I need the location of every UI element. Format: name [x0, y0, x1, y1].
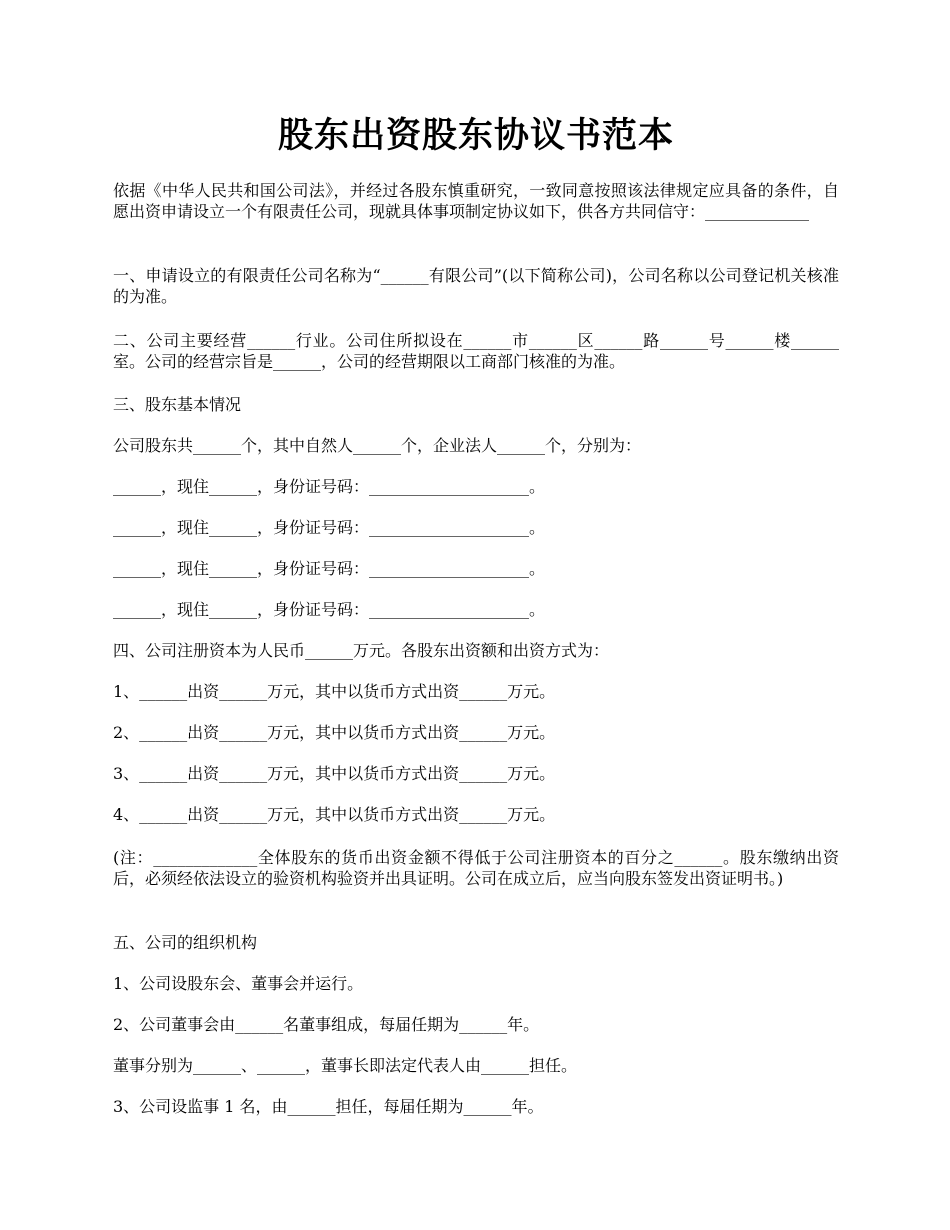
shareholder-count: 公司股东共______个，其中自然人______个，企业法人______个，分别为： [113, 436, 642, 455]
clause-1-company-name: 一、申请设立的有限责任公司名称为“______有限公司”(以下简称公司)，公司名称以公司登记机关核准的为准。 [113, 266, 839, 306]
clause-3-heading: 三、股东基本情况 [113, 395, 242, 414]
document-title: 股东出资股东协议书范本 [277, 115, 674, 156]
intro-paragraph: 依据《中华人民共和国公司法》，并经过各股东慎重研究，一致同意按照该法律规定应具备的条件，自愿出资申请设立一个有限责任公司，现就具体事项制定协议如下，供各方共同信守：_____________ [113, 181, 839, 221]
organization-item: 1、公司设股东会、董事会并运行。 [113, 974, 364, 993]
clause-4-capital: 四、公司注册资本为人民币______万元。各股东出资额和出资方式为： [113, 641, 610, 660]
shareholder-row: ______，现住______，身份证号码：____________________。 [113, 477, 546, 496]
clause-2-business: 二、公司主要经营______行业。公司住所拟设在______市______区______路______号______楼______室。公司的经营宗旨是______，公司的经营期限以工商部门核准的为准。 [113, 331, 839, 371]
note-paragraph: (注：_____________全体股东的货币出资金额不得低于公司注册资本的百分之______。股东缴纳出资后，必须经依法设立的验资机构验资并出具证明。公司在成立后，应当向股东签发出资证明书。) [113, 848, 839, 888]
shareholder-row: ______，现住______，身份证号码：____________________。 [113, 559, 546, 578]
directors-paragraph: 董事分别为______、______，董事长即法定代表人由______担任。 [113, 1056, 578, 1075]
contribution-row: 1、______出资______万元，其中以货币方式出资______万元。 [113, 682, 556, 701]
contribution-row: 2、______出资______万元，其中以货币方式出资______万元。 [113, 723, 556, 742]
clause-5-heading: 五、公司的组织机构 [113, 933, 258, 952]
contribution-row: 4、______出资______万元，其中以货币方式出资______万元。 [113, 805, 556, 824]
organization-item: 2、公司董事会由______名董事组成，每届任期为______年。 [113, 1015, 540, 1034]
shareholder-row: ______，现住______，身份证号码：____________________。 [113, 518, 546, 537]
shareholder-row: ______，现住______，身份证号码：____________________。 [113, 600, 546, 619]
organization-item: 3、公司设监事 1 名，由______担任，每届任期为______年。 [113, 1097, 544, 1116]
contribution-row: 3、______出资______万元，其中以货币方式出资______万元。 [113, 764, 556, 783]
